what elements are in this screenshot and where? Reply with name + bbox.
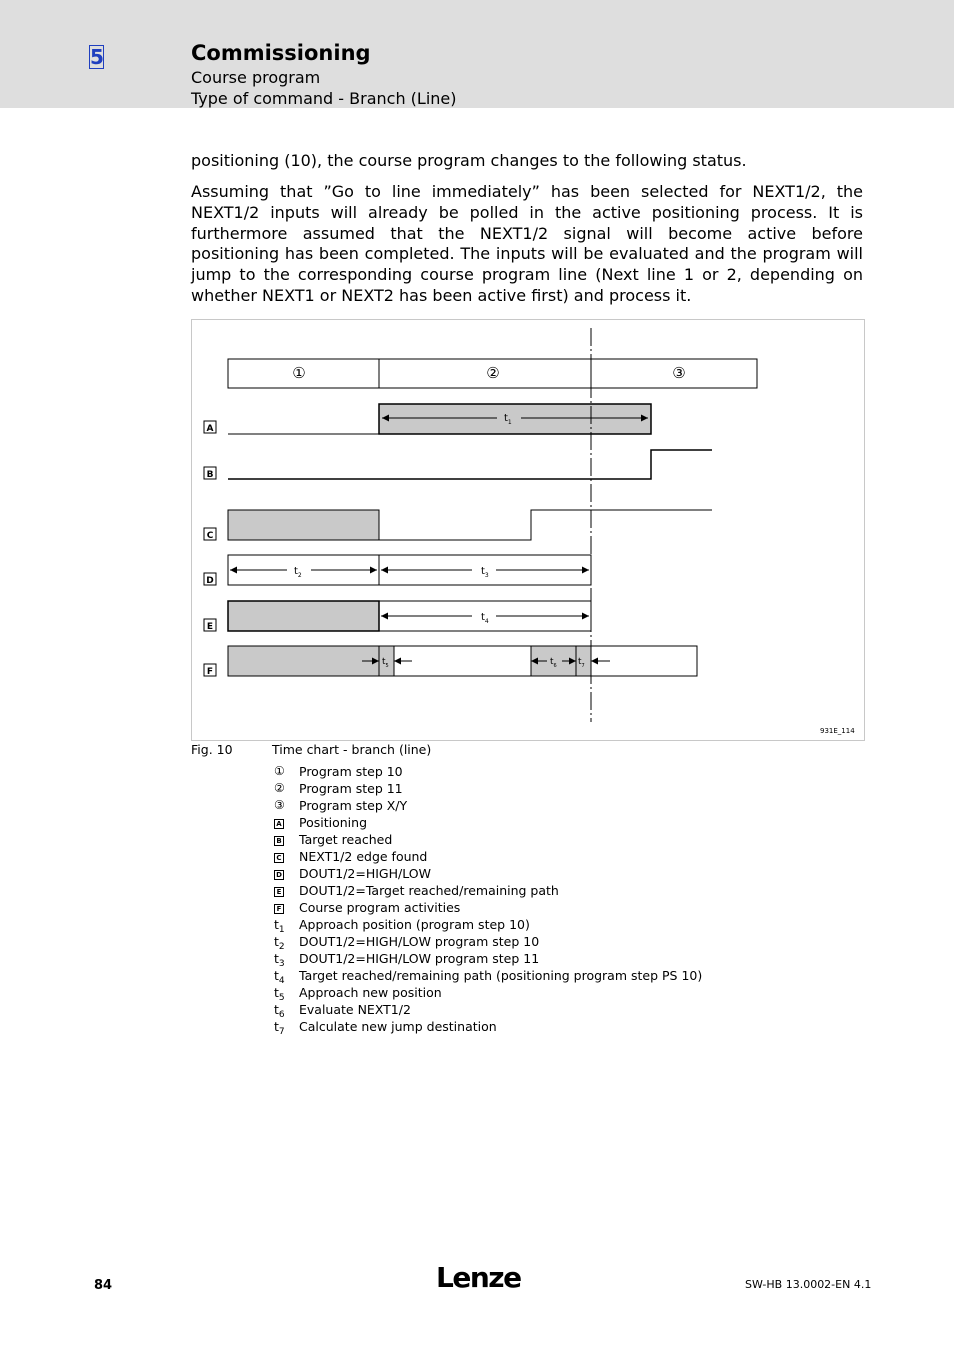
legend-item: ① Program step 10 xyxy=(274,764,403,779)
t6-label: $t_6$ xyxy=(550,657,557,669)
step-3-marker: ③ xyxy=(672,364,686,382)
svg-text:E: E xyxy=(206,622,214,632)
step-2-marker: ② xyxy=(486,364,500,382)
figure-title: Time chart - branch (line) xyxy=(272,742,432,757)
legend-item: C NEXT1/2 edge found xyxy=(274,848,874,865)
signal-e-high xyxy=(228,601,379,631)
figure-code: 931E_114 xyxy=(820,727,855,735)
section-subtitle: Course program xyxy=(191,68,321,87)
header-band xyxy=(0,0,954,108)
legend-item: $t_7$ Calculate new jump destination xyxy=(274,1019,497,1037)
row-label-a xyxy=(204,421,216,434)
legend-item: $t_3$ DOUT1/2=HIGH/LOW program step 11 xyxy=(274,951,540,969)
timing-diagram xyxy=(191,319,865,741)
svg-text:C: C xyxy=(206,531,214,541)
body-paragraph: Assuming that ”Go to line immediately” has been selected for NEXT1/2, the NEXT1/2 inputs will already be polled in the active positioning process. It is furthermore assumed that the NEXT1/2 signal will become active before positioning has been completed. The inputs will be evaluated and the program will jump to the corresponding course program line (Next line 1 or 2, depending on whether NEXT1 or NEXT2 has been active first) and process it. xyxy=(191,182,863,305)
legend-item: E DOUT1/2=Target reached/remaining path xyxy=(274,882,874,899)
row-label-d xyxy=(204,573,216,586)
row-label-b xyxy=(204,467,216,480)
legend-item: ③ Program step X/Y xyxy=(274,798,408,813)
legend-item: F Course program activities xyxy=(274,899,874,916)
step-1-marker: ① xyxy=(292,364,306,382)
signal-c-high xyxy=(228,510,379,540)
chapter-title: Commissioning xyxy=(191,41,371,65)
timing-chart-svg xyxy=(192,320,864,740)
legend-item: A Positioning xyxy=(274,814,874,831)
legend-item: ② Program step 11 xyxy=(274,781,403,796)
svg-text:B: B xyxy=(206,470,214,480)
body-paragraph: positioning (10), the course program changes to the following status. xyxy=(191,151,747,170)
row-label-c xyxy=(204,528,216,541)
lenze-logo: Lenze xyxy=(436,1261,521,1294)
figure-number: Fig. 10 xyxy=(191,742,233,757)
t1-label: $t_1$ xyxy=(504,413,512,426)
legend-item: $t_1$ Approach position (program step 10) xyxy=(274,917,530,935)
document-id: SW-HB 13.0002-EN 4.1 xyxy=(745,1278,872,1291)
signal-c xyxy=(379,510,712,540)
page-number: 84 xyxy=(94,1278,113,1293)
svg-text:F: F xyxy=(206,667,214,677)
legend-item: $t_4$ Target reached/remaining path (positioning program step PS 10) xyxy=(274,968,703,986)
t2-label: $t_2$ xyxy=(294,566,302,579)
legend-item: $t_6$ Evaluate NEXT1/2 xyxy=(274,1002,411,1020)
svg-text:A: A xyxy=(206,424,214,434)
signal-b xyxy=(228,450,712,479)
svg-text:D: D xyxy=(206,576,214,586)
figure-legend xyxy=(274,763,874,1035)
t5-label: $t_5$ xyxy=(382,657,389,669)
legend-item: $t_2$ DOUT1/2=HIGH/LOW program step 10 xyxy=(274,934,540,952)
chapter-number: 5 xyxy=(90,45,104,69)
t4-label: $t_4$ xyxy=(481,612,489,625)
legend-item: $t_5$ Approach new position xyxy=(274,985,442,1003)
row-label-f xyxy=(204,664,216,677)
t3-label: $t_3$ xyxy=(481,566,489,579)
section-subtitle-2: Type of command - Branch (Line) xyxy=(191,89,457,108)
legend-item: D DOUT1/2=HIGH/LOW xyxy=(274,865,874,882)
t7-label: $t_7$ xyxy=(578,657,585,669)
row-label-e xyxy=(204,619,216,632)
legend-item: B Target reached xyxy=(274,831,874,848)
